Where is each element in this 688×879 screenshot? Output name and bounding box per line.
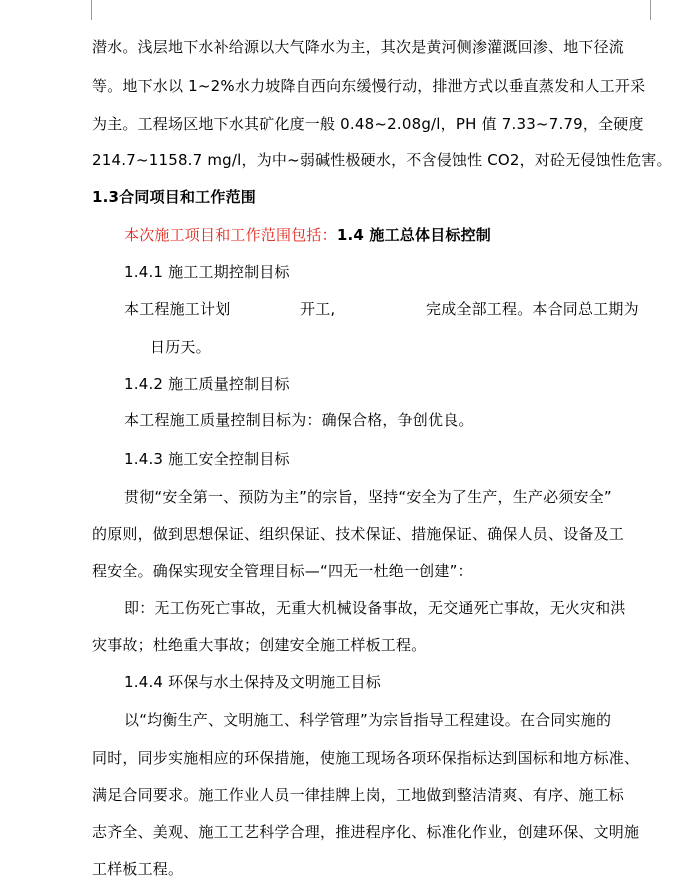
paragraph-line: 工样板工程。: [92, 860, 184, 878]
scope-red-text: 本次施工项目和工作范围包括：: [124, 226, 337, 244]
paragraph-line: 同时，同步实施相应的环保措施，使施工现场各项环保指标达到国标和地方标准、: [92, 749, 640, 767]
subheading-1-4-4: 1.4.4 环保与水土保持及文明施工目标: [124, 673, 381, 691]
paragraph-line: 214.7~1158.7 mg/l，为中~弱碱性极硬水，不含侵蚀性 CO2，对砼无侵蚀性危害。: [92, 151, 672, 169]
schedule-days-text: 日历天。: [150, 338, 211, 356]
paragraph-line: 满足合同要求。施工作业人员一律挂牌上岗，工地做到整洁清爽、有序、施工标: [92, 786, 625, 804]
paragraph-line: 即：无工伤死亡事故，无重大机械设备事故，无交通死亡事故，无火灾和洪: [124, 599, 626, 617]
subheading-1-4-3: 1.4.3 施工安全控制目标: [124, 450, 290, 468]
section-heading-1-4: 1.4 施工总体目标控制: [336, 226, 492, 244]
schedule-complete-text: 完成全部工程。本合同总工期为: [426, 300, 639, 318]
paragraph-line: 程安全。确保实现安全管理目标—“四无一杜绝一创建”：: [92, 562, 473, 580]
quality-target-text: 本工程施工质量控制目标为：确保合格，争创优良。: [124, 411, 474, 429]
scope-line: [124, 225, 491, 245]
paragraph-line: 潜水。浅层地下水补给源以大气降水为主，其次是黄河侧渗灌溉回渗、地下径流: [92, 38, 625, 56]
schedule-plan-text: 本工程施工计划: [124, 300, 231, 318]
paragraph-line: 贯彻“安全第一、预防为主”的宗旨，坚持“安全为了生产，生产必须安全”: [124, 488, 612, 506]
subheading-1-4-1: 1.4.1 施工工期控制目标: [124, 263, 290, 281]
paragraph-line: 的原则，做到思想保证、组织保证、技术保证、措施保证、确保人员、设备及工: [92, 525, 625, 543]
paragraph-line: 灾事故；杜绝重大事故；创建安全施工样板工程。: [92, 636, 427, 654]
subheading-1-4-2: 1.4.2 施工质量控制目标: [124, 375, 290, 393]
paragraph-line: 等。地下水以 1~2%水力坡降自西向东缓慢行动，排泄方式以垂直蒸发和人工开采: [92, 77, 646, 95]
paragraph-line: 志齐全、美观、施工工艺科学合理，推进程序化、标准化作业，创建环保、文明施: [92, 823, 640, 841]
paragraph-line: 为主。工程场区地下水其矿化度一般 0.48~2.08g/l，PH 值 7.33~7.79，全硬度: [92, 115, 644, 133]
section-heading-1-3: 1.3合同项目和工作范围: [92, 188, 256, 206]
schedule-start-text: 开工,: [300, 300, 336, 318]
paragraph-line: 以“均衡生产、文明施工、科学管理”为宗旨指导工程建设。在合同实施的: [124, 711, 612, 729]
